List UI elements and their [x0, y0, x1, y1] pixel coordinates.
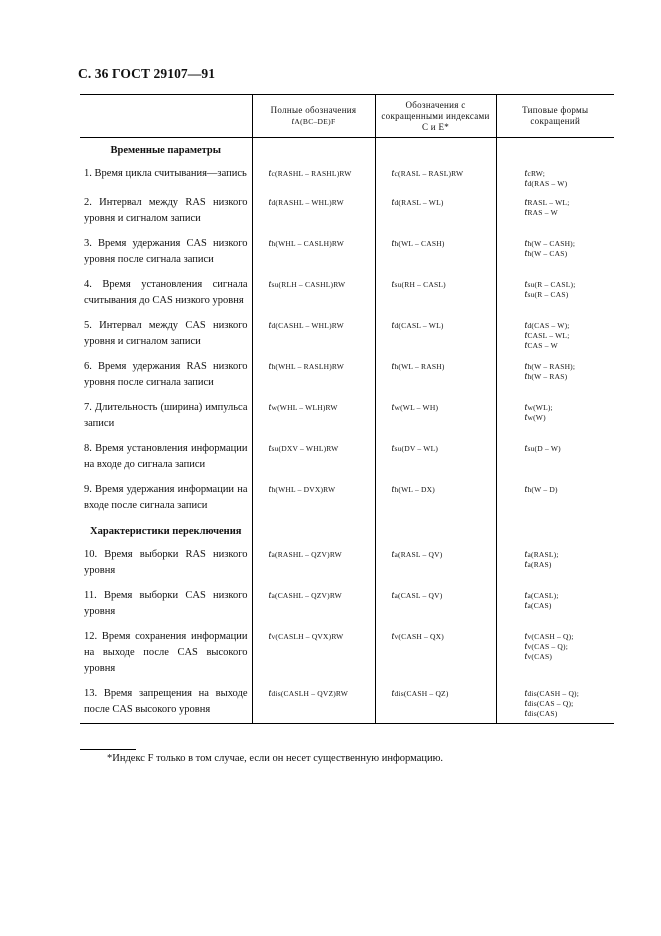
table-row [80, 396, 614, 437]
short-designation: tv(CASH – QX) [391, 631, 444, 642]
typical-form-item: th(W – RASH); [524, 361, 576, 372]
header-full-designations [252, 95, 375, 138]
short-designation: ta(CASL – QV) [391, 590, 443, 601]
typical-forms [497, 355, 615, 384]
typical-form-item: tCAS – W [524, 340, 558, 351]
typical-form-item: th(W – CAS) [524, 248, 568, 259]
typical-forms [497, 314, 615, 353]
footnote: *Индекс F только в том случае, если он несет существенную информацию. [107, 753, 444, 764]
parameter-description: 8. Время установления информации на входе до сигнала записи [84, 443, 248, 470]
full-designation: tsu(RLH – CASHL)RW [268, 279, 346, 290]
typical-form-item: tsu(D – W) [524, 443, 561, 454]
short-designation: tsu(DV – WL) [391, 443, 439, 454]
short-designation: th(WL – CASH) [391, 238, 445, 249]
typical-form-item: tdis(CAS – Q); [524, 698, 574, 709]
parameter-description: 9. Время удержания информации на входе после сигнала записи [84, 484, 248, 511]
typical-form-item: tRAS – W [524, 207, 558, 218]
group-title-time: Временные параметры [110, 145, 221, 156]
table-body [80, 138, 614, 724]
table-row [80, 584, 614, 625]
short-designation: tc(RASL – RASL)RW [391, 168, 464, 179]
parameter-description: 5. Интервал между CAS низкого уровня и сигналом записи [84, 320, 248, 347]
typical-form-item: ta(CASL); [524, 590, 559, 601]
page-header: С. 36 ГОСТ 29107—91 [78, 66, 216, 81]
short-designation: td(RASL – WL) [391, 197, 444, 208]
parameter-description: 11. Время выборки CAS низкого уровня [84, 590, 248, 617]
full-designation: th(WHL – DVX)RW [268, 484, 336, 495]
full-designation: tdis(CASLH – QVZ)RW [268, 688, 349, 699]
table-row [80, 543, 614, 584]
typical-form-item: ta(RASL); [524, 549, 559, 560]
full-designation: tc(RASHL – RASHL)RW [268, 168, 352, 179]
short-designation: ta(RASL – QV) [391, 549, 443, 560]
typical-form-item: tRASL – WL; [524, 197, 570, 208]
header-short-designations: Обозначения с сокращенными индексами С и Е* [375, 95, 496, 138]
table-row [80, 682, 614, 724]
short-designation: th(WL – DX) [391, 484, 435, 495]
typical-form-item: td(RAS – W) [524, 178, 568, 189]
table-row [80, 314, 614, 355]
full-designation: tsu(DXV – WHL)RW [268, 443, 339, 454]
short-designation: tdis(CASH – QZ) [391, 688, 449, 699]
typical-form-item: tCASL – WL; [524, 330, 570, 341]
parameter-description: 12. Время сохранения информации на выходе после CAS высокого уровня [84, 631, 248, 674]
group-title-switching: Характеристики переключения [90, 526, 242, 537]
typical-forms [497, 232, 615, 261]
full-designation: td(RASHL – WHL)RW [268, 197, 344, 208]
typical-form-item: th(W – D) [524, 484, 558, 495]
typical-form-item: tsu(R – CAS) [524, 289, 569, 300]
short-designation: th(WL – RASH) [391, 361, 445, 372]
header-typical-forms: Типовые формы сокращений [496, 95, 614, 138]
typical-form-item: tdis(CAS) [524, 708, 558, 719]
header-parameter [80, 95, 252, 138]
parameter-description: 6. Время удержания RAS низкого уровня после сигнала записи [84, 361, 248, 388]
parameter-description: 7. Длительность (ширина) импульса записи [84, 402, 248, 429]
parameter-description: 1. Время цикла считывания—запись [84, 168, 247, 179]
typical-form-item: td(CAS – W); [524, 320, 570, 331]
full-designation: td(CASHL – WHL)RW [268, 320, 344, 331]
typical-forms [497, 625, 615, 664]
full-designation: th(WHL – CASLH)RW [268, 238, 344, 249]
typical-form-item: ta(CAS) [524, 600, 552, 611]
table-row [80, 232, 614, 273]
typical-forms [497, 543, 615, 572]
parameter-description: 2. Интервал между RAS низкого уровня и сигналом записи [84, 197, 248, 224]
full-designation: th(WHL – RASLH)RW [268, 361, 344, 372]
table-row [80, 273, 614, 314]
table-row [80, 191, 614, 232]
typical-form-item: th(W – RAS) [524, 371, 568, 382]
full-designation: tv(CASLH – QVX)RW [268, 631, 344, 642]
typical-forms [497, 682, 615, 721]
group-row [80, 138, 614, 163]
table-row [80, 437, 614, 478]
short-designation: td(CASL – WL) [391, 320, 444, 331]
table-row [80, 355, 614, 396]
table-header-row [80, 95, 614, 138]
full-designation: ta(RASHL – QZV)RW [268, 549, 342, 560]
table-row [80, 162, 614, 191]
typical-forms [497, 273, 615, 302]
full-designation: ta(CASHL – QZV)RW [268, 590, 342, 601]
header-full-label: Полные обозначения [270, 105, 357, 115]
typical-form-item: tv(CASH – Q); [524, 631, 574, 642]
typical-form-item: ta(RAS) [524, 559, 552, 570]
parameter-description: 3. Время удержания CAS низкого уровня после сигнала записи [84, 238, 248, 265]
footnote-divider [80, 749, 136, 750]
typical-forms [497, 191, 615, 220]
header-full-formula: tA(BC–DE)F [291, 116, 336, 126]
typical-form-item: tdis(CASH – Q); [524, 688, 580, 699]
typical-form-item: tv(CAS – Q); [524, 641, 569, 652]
group-row [80, 519, 614, 543]
full-designation: tw(WHL – WLH)RW [268, 402, 338, 413]
typical-form-item: tcRW; [524, 168, 546, 179]
designations-table [80, 94, 614, 724]
table-row [80, 478, 614, 519]
typical-form-item: th(W – CASH); [524, 238, 576, 249]
typical-forms [497, 162, 615, 191]
typical-form-item: tv(CAS) [524, 651, 553, 662]
parameter-description: 13. Время запрещения на выходе после CAS высокого уровня [84, 688, 248, 715]
parameter-description: 4. Время установления сигнала считывания до CAS низкого уровня [84, 279, 248, 306]
short-designation: tsu(RH – CASL) [391, 279, 446, 290]
short-designation: tw(WL – WH) [391, 402, 439, 413]
table-row [80, 625, 614, 682]
typical-forms [497, 584, 615, 613]
typical-forms [497, 437, 615, 456]
typical-forms [497, 396, 615, 425]
parameter-description: 10. Время выборки RAS низкого уровня [84, 549, 248, 576]
typical-form-item: tw(W) [524, 412, 546, 423]
typical-form-item: tsu(R – CASL); [524, 279, 576, 290]
typical-form-item: tw(WL); [524, 402, 553, 413]
typical-forms [497, 478, 615, 497]
